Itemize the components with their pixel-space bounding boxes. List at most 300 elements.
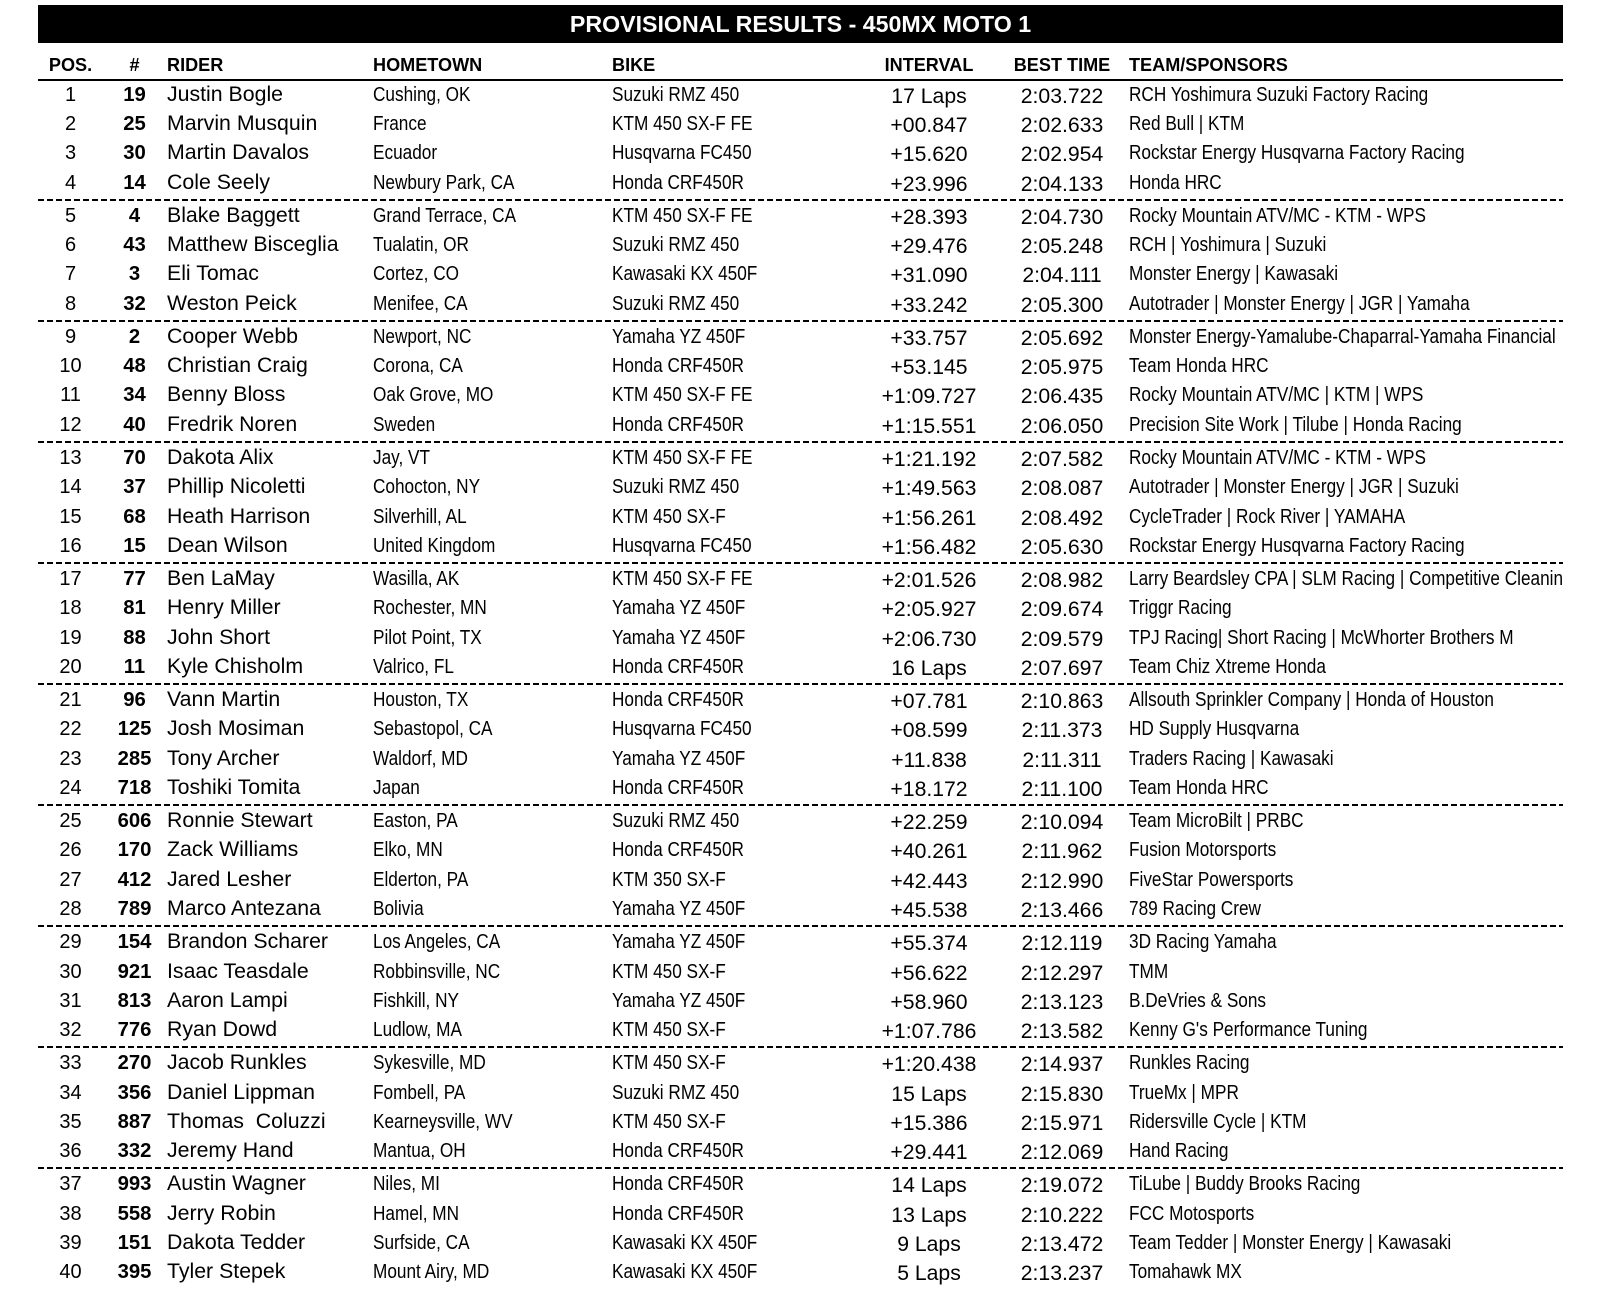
hometown-cell-text: Newport, NC xyxy=(373,326,472,349)
bike-number-cell: 2 xyxy=(128,326,141,349)
bike-number-cell: 558 xyxy=(117,1202,152,1225)
interval-cell: +33.242 xyxy=(890,293,968,317)
position-cell: 17 xyxy=(59,568,82,591)
team-sponsors-cell-text: Allsouth Sprinkler Company | Honda of Houston xyxy=(1129,689,1494,712)
bike-model-cell xyxy=(612,565,862,594)
team-sponsors-cell-text: RCH Yoshimura Suzuki Factory Racing xyxy=(1129,84,1429,106)
hometown-cell xyxy=(373,715,609,744)
hometown-cell-text: Sweden xyxy=(373,413,436,436)
team-sponsors-cell xyxy=(1129,895,1563,924)
position-cell: 18 xyxy=(59,597,82,620)
hometown-cell-text: Easton, PA xyxy=(373,810,458,833)
table-row xyxy=(38,715,1563,744)
team-sponsors-cell xyxy=(1129,565,1563,594)
interval-cell: +08.599 xyxy=(890,719,968,743)
hometown-cell xyxy=(373,532,609,561)
rider-name-cell: Matthew Bisceglia xyxy=(167,232,339,257)
bike-model-cell-text: Kawasaki KX 450F xyxy=(612,263,758,286)
table-row xyxy=(38,260,1563,289)
team-sponsors-cell xyxy=(1129,958,1563,987)
hometown-cell-text: Silverhill, AL xyxy=(373,505,467,528)
bike-number-cell: 48 xyxy=(123,355,146,378)
position-cell: 39 xyxy=(59,1231,82,1254)
bike-model-cell-text: KTM 450 SX-F FE xyxy=(612,113,753,136)
bike-number-cell: 789 xyxy=(117,897,152,920)
best-time-cell: 2:04.111 xyxy=(1022,264,1102,288)
hometown-cell xyxy=(373,774,609,803)
position-cell: 25 xyxy=(59,810,82,833)
team-sponsors-cell-text: Fusion Motorsports xyxy=(1129,839,1277,862)
rider-name-cell: Tyler Stepek xyxy=(167,1258,286,1283)
best-time-cell: 2:05.975 xyxy=(1020,356,1104,380)
bike-model-cell-text: Suzuki RMZ 450 xyxy=(612,810,740,833)
table-row xyxy=(38,686,1563,715)
hometown-cell xyxy=(373,290,609,319)
bike-number-cell: 285 xyxy=(117,747,152,770)
interval-cell: +33.757 xyxy=(890,327,968,351)
bike-model-cell xyxy=(612,169,862,198)
position-cell: 3 xyxy=(64,142,77,165)
bike-model-cell-text: Kawasaki KX 450F xyxy=(612,1260,758,1283)
hometown-cell xyxy=(373,411,609,440)
position-cell: 30 xyxy=(59,960,82,983)
bike-number-cell: 19 xyxy=(123,84,146,106)
bike-number-cell: 606 xyxy=(117,810,152,833)
hometown-cell xyxy=(373,928,609,957)
bike-model-cell xyxy=(612,444,862,473)
rider-name-cell: Benny Bloss xyxy=(167,382,286,407)
hometown-cell xyxy=(373,1170,609,1199)
rider-name-cell: Isaac Teasdale xyxy=(167,958,309,983)
hometown-cell xyxy=(373,594,609,623)
bike-model-cell xyxy=(612,928,862,957)
team-sponsors-cell-text: HD Supply Husqvarna xyxy=(1129,718,1300,741)
position-cell: 29 xyxy=(59,931,82,954)
rider-name-cell: Cooper Webb xyxy=(167,324,299,349)
interval-cell: +2:05.927 xyxy=(881,598,977,622)
hometown-cell-text: Surfside, CA xyxy=(373,1231,470,1254)
table-row xyxy=(38,1016,1563,1045)
hometown-cell xyxy=(373,895,609,924)
bike-number-cell: 81 xyxy=(123,597,146,620)
bike-number-cell: 30 xyxy=(123,142,146,165)
best-time-cell: 2:02.633 xyxy=(1020,114,1104,138)
table-row xyxy=(38,231,1563,260)
bike-model-cell xyxy=(612,202,862,231)
bike-number-cell: 412 xyxy=(117,868,152,891)
interval-cell: +1:56.482 xyxy=(881,535,977,559)
bike-model-cell xyxy=(612,139,862,168)
bike-model-cell-text: Kawasaki KX 450F xyxy=(612,1231,758,1254)
bike-model-cell-text: Honda CRF450R xyxy=(612,171,744,194)
interval-cell: +1:21.192 xyxy=(881,448,977,472)
hometown-cell-text: Wasilla, AK xyxy=(373,568,460,591)
team-sponsors-cell-text: Hand Racing xyxy=(1129,1139,1229,1162)
table-row xyxy=(38,352,1563,381)
bike-model-cell-text: KTM 450 SX-F FE xyxy=(612,384,753,407)
interval-cell: +23.996 xyxy=(890,172,968,196)
hometown-cell xyxy=(373,139,609,168)
interval-cell: +40.261 xyxy=(890,840,968,864)
team-sponsors-cell xyxy=(1129,411,1563,440)
team-sponsors-cell-text: Autotrader | Monster Energy | JGR | Suzuki xyxy=(1129,476,1459,499)
bike-number-cell: 32 xyxy=(123,292,146,315)
interval-cell: +42.443 xyxy=(890,869,968,893)
best-time-cell: 2:15.971 xyxy=(1020,1111,1104,1135)
hometown-cell xyxy=(373,352,609,381)
table-row xyxy=(38,987,1563,1016)
rider-name-cell: Phillip Nicoletti xyxy=(167,474,306,499)
position-cell: 34 xyxy=(59,1081,82,1104)
bike-number-cell: 356 xyxy=(117,1081,152,1104)
bike-number-cell: 718 xyxy=(117,776,152,799)
table-row xyxy=(38,81,1563,110)
column-header-interval: INTERVAL xyxy=(884,55,974,75)
best-time-cell: 2:06.050 xyxy=(1020,414,1104,438)
rider-name-cell: Fredrik Noren xyxy=(167,411,298,436)
interval-cell: +1:07.786 xyxy=(881,1019,977,1043)
bike-model-cell-text: KTM 450 SX-F xyxy=(612,1018,726,1041)
hometown-cell-text: Corona, CA xyxy=(373,355,463,378)
team-sponsors-cell-text: Team Honda HRC xyxy=(1129,355,1269,378)
hometown-cell-text: Elderton, PA xyxy=(373,868,469,891)
rider-name-cell: Martin Davalos xyxy=(167,140,310,165)
position-cell: 6 xyxy=(64,234,77,257)
team-sponsors-cell-text: Honda HRC xyxy=(1129,171,1222,194)
rider-name-cell: Dean Wilson xyxy=(167,532,288,557)
bike-model-cell xyxy=(612,1200,862,1229)
best-time-cell: 2:08.492 xyxy=(1020,506,1104,530)
team-sponsors-cell-text: Kenny G's Performance Tuning xyxy=(1129,1018,1368,1041)
bike-number-cell: 332 xyxy=(117,1139,152,1162)
position-cell: 24 xyxy=(59,776,82,799)
column-header-pos: POS. xyxy=(48,55,93,75)
column-header-hometown: HOMETOWN xyxy=(373,55,483,75)
team-sponsors-cell xyxy=(1129,231,1563,260)
bike-model-cell xyxy=(612,1016,862,1045)
hometown-cell-text: Cohocton, NY xyxy=(373,476,481,499)
position-cell: 33 xyxy=(59,1052,82,1075)
hometown-cell-text: Houston, TX xyxy=(373,689,469,712)
team-sponsors-cell-text: Team MicroBilt | PRBC xyxy=(1129,810,1304,833)
bike-model-cell-text: KTM 450 SX-F FE xyxy=(612,447,753,470)
position-cell: 13 xyxy=(59,447,82,470)
rider-name-cell: Henry Miller xyxy=(167,595,281,620)
bike-model-cell-text: Yamaha YZ 450F xyxy=(612,747,746,770)
rider-name-cell: Vann Martin xyxy=(167,687,281,712)
team-sponsors-cell xyxy=(1129,1079,1563,1108)
team-sponsors-cell xyxy=(1129,532,1563,561)
hometown-cell-text: Newbury Park, CA xyxy=(373,171,515,194)
hometown-cell xyxy=(373,1200,609,1229)
bike-model-cell-text: Honda CRF450R xyxy=(612,355,744,378)
interval-cell: +22.259 xyxy=(890,811,968,835)
bike-model-cell xyxy=(612,323,862,352)
bike-model-cell xyxy=(612,1229,862,1258)
hometown-cell xyxy=(373,1016,609,1045)
rider-name-cell: Jared Lesher xyxy=(167,866,292,891)
table-row xyxy=(38,381,1563,410)
interval-cell: 5 Laps xyxy=(897,1261,961,1285)
rider-name-cell: Toshiki Tomita xyxy=(167,774,301,799)
team-sponsors-cell xyxy=(1129,715,1563,744)
best-time-cell: 2:13.123 xyxy=(1020,990,1104,1014)
best-time-cell: 2:05.248 xyxy=(1020,235,1104,259)
team-sponsors-cell xyxy=(1129,473,1563,502)
team-sponsors-cell xyxy=(1129,745,1563,774)
hometown-cell-text: Robbinsville, NC xyxy=(373,960,501,983)
interval-cell: +1:20.438 xyxy=(881,1053,977,1077)
hometown-cell-text: Valrico, FL xyxy=(373,655,454,678)
bike-number-cell: 3 xyxy=(128,263,141,286)
bike-model-cell-text: Honda CRF450R xyxy=(612,413,744,436)
team-sponsors-cell-text: Team Chiz Xtreme Honda xyxy=(1129,655,1326,678)
best-time-cell: 2:15.830 xyxy=(1020,1082,1104,1106)
interval-cell: 9 Laps xyxy=(897,1232,961,1256)
position-cell: 4 xyxy=(64,171,77,194)
column-header-team: TEAM/SPONSORS xyxy=(1129,55,1288,75)
hometown-cell xyxy=(373,202,609,231)
bike-number-cell: 154 xyxy=(117,931,152,954)
bike-model-cell xyxy=(612,745,862,774)
best-time-cell: 2:05.300 xyxy=(1020,293,1104,317)
bike-model-cell xyxy=(612,594,862,623)
hometown-cell-text: Hamel, MN xyxy=(373,1202,460,1225)
hometown-cell xyxy=(373,323,609,352)
position-cell: 19 xyxy=(59,626,82,649)
best-time-cell: 2:12.069 xyxy=(1020,1140,1104,1164)
hometown-cell-text: Menifee, CA xyxy=(373,292,468,315)
team-sponsors-cell xyxy=(1129,774,1563,803)
column-header-bike: BIKE xyxy=(612,55,656,75)
table-row xyxy=(38,928,1563,957)
team-sponsors-cell-text: TrueMx | MPR xyxy=(1129,1081,1239,1104)
interval-cell: +56.622 xyxy=(890,961,968,985)
position-cell: 10 xyxy=(59,355,82,378)
bike-number-cell: 776 xyxy=(117,1018,152,1041)
team-sponsors-cell-text: Tomahawk MX xyxy=(1129,1260,1242,1283)
hometown-cell-text: Los Angeles, CA xyxy=(373,931,501,954)
bike-model-cell-text: KTM 450 SX-F xyxy=(612,1052,726,1075)
hometown-cell-text: Ecuador xyxy=(373,142,438,165)
position-cell: 40 xyxy=(59,1260,82,1283)
hometown-cell xyxy=(373,169,609,198)
results-sheet xyxy=(38,5,1563,1287)
rider-name-cell: Jeremy Hand xyxy=(167,1137,294,1162)
bike-model-cell xyxy=(612,260,862,289)
best-time-cell: 2:08.982 xyxy=(1020,569,1104,593)
interval-cell: +45.538 xyxy=(890,898,968,922)
bike-model-cell-text: Suzuki RMZ 450 xyxy=(612,84,740,106)
table-row xyxy=(38,594,1563,623)
hometown-cell-text: Ludlow, MA xyxy=(373,1018,462,1041)
table-row xyxy=(38,444,1563,473)
table-row xyxy=(38,565,1563,594)
bike-number-cell: 14 xyxy=(123,171,146,194)
rider-name-cell: Blake Baggett xyxy=(167,203,300,228)
table-row xyxy=(38,1200,1563,1229)
hometown-cell-text: Sykesville, MD xyxy=(373,1052,486,1075)
hometown-cell xyxy=(373,686,609,715)
interval-cell: +1:56.261 xyxy=(881,506,977,530)
column-header-best-time: BEST TIME xyxy=(1013,55,1111,75)
best-time-cell: 2:13.472 xyxy=(1020,1232,1104,1256)
team-sponsors-cell xyxy=(1129,866,1563,895)
position-cell: 36 xyxy=(59,1139,82,1162)
team-sponsors-cell xyxy=(1129,807,1563,836)
best-time-cell: 2:06.435 xyxy=(1020,385,1104,409)
bike-model-cell-text: Husqvarna FC450 xyxy=(612,718,752,741)
table-row xyxy=(38,139,1563,168)
table-row xyxy=(38,169,1563,198)
team-sponsors-cell-text: RCH | Yoshimura | Suzuki xyxy=(1129,234,1327,257)
hometown-cell xyxy=(373,110,609,139)
bike-number-cell: 4 xyxy=(128,205,141,228)
table-row xyxy=(38,807,1563,836)
bike-model-cell-text: Yamaha YZ 450F xyxy=(612,897,746,920)
rider-name-cell: Zack Williams xyxy=(167,837,299,862)
best-time-cell: 2:07.697 xyxy=(1020,656,1104,680)
team-sponsors-cell xyxy=(1129,323,1563,352)
hometown-cell-text: United Kingdom xyxy=(373,534,496,557)
team-sponsors-cell xyxy=(1129,653,1563,682)
position-cell: 15 xyxy=(59,505,82,528)
team-sponsors-cell-text: Monster Energy | Kawasaki xyxy=(1129,263,1339,286)
bike-model-cell xyxy=(612,774,862,803)
best-time-cell: 2:11.100 xyxy=(1021,777,1103,801)
rider-name-cell: Cole Seely xyxy=(167,169,270,194)
team-sponsors-cell-text: 789 Racing Crew xyxy=(1129,897,1261,920)
team-sponsors-cell xyxy=(1129,139,1563,168)
hometown-cell xyxy=(373,836,609,865)
best-time-cell: 2:13.237 xyxy=(1020,1261,1104,1285)
hometown-cell-text: Niles, MI xyxy=(373,1173,440,1196)
bike-model-cell-text: Yamaha YZ 450F xyxy=(612,931,746,954)
bike-model-cell-text: Husqvarna FC450 xyxy=(612,142,752,165)
position-cell: 9 xyxy=(64,326,77,349)
team-sponsors-cell-text: Red Bull | KTM xyxy=(1129,113,1245,136)
table-row xyxy=(38,290,1563,319)
team-sponsors-cell xyxy=(1129,1258,1563,1287)
position-cell: 1 xyxy=(64,84,77,106)
hometown-cell-text: Cortez, CO xyxy=(373,263,460,286)
hometown-cell xyxy=(373,958,609,987)
team-sponsors-cell-text: Larry Beardsley CPA | SLM Racing | Competitive Cleanin xyxy=(1129,568,1563,591)
bike-number-cell: 887 xyxy=(117,1110,152,1133)
rider-name-cell: Heath Harrison xyxy=(167,503,311,528)
table-row xyxy=(38,1258,1563,1287)
best-time-cell: 2:10.222 xyxy=(1020,1203,1104,1227)
rider-name-cell: Ben LaMay xyxy=(167,566,275,591)
bike-model-cell-text: Husqvarna FC450 xyxy=(612,534,752,557)
bike-model-cell-text: Suzuki RMZ 450 xyxy=(612,292,740,315)
team-sponsors-cell xyxy=(1129,1200,1563,1229)
best-time-cell: 2:12.990 xyxy=(1020,869,1104,893)
bike-number-cell: 34 xyxy=(123,384,146,407)
bike-model-cell-text: KTM 450 SX-F xyxy=(612,1110,726,1133)
best-time-cell: 2:12.119 xyxy=(1021,932,1103,956)
position-cell: 2 xyxy=(64,113,77,136)
hometown-cell xyxy=(373,231,609,260)
interval-cell: +55.374 xyxy=(890,932,968,956)
team-sponsors-cell xyxy=(1129,260,1563,289)
rider-name-cell: Aaron Lampi xyxy=(167,987,288,1012)
team-sponsors-cell xyxy=(1129,1016,1563,1045)
column-header-rider: RIDER xyxy=(167,55,224,75)
bike-model-cell xyxy=(612,836,862,865)
team-sponsors-cell-text: Rockstar Energy Husqvarna Factory Racing xyxy=(1129,534,1465,557)
hometown-cell-text: Fishkill, NY xyxy=(373,989,460,1012)
team-sponsors-cell-text: TiLube | Buddy Brooks Racing xyxy=(1129,1173,1361,1196)
bike-number-cell: 43 xyxy=(123,234,146,257)
position-cell: 38 xyxy=(59,1202,82,1225)
best-time-cell: 2:05.630 xyxy=(1020,535,1104,559)
hometown-cell-text: Japan xyxy=(373,776,420,799)
hometown-cell-text: Pilot Point, TX xyxy=(373,626,482,649)
team-sponsors-cell xyxy=(1129,110,1563,139)
bike-model-cell-text: KTM 450 SX-F xyxy=(612,505,726,528)
bike-number-cell: 125 xyxy=(117,718,152,741)
rider-name-cell: Jacob Runkles xyxy=(167,1050,307,1075)
team-sponsors-cell-text: Rockstar Energy Husqvarna Factory Racing xyxy=(1129,142,1465,165)
rider-name-cell: Dakota Tedder xyxy=(167,1229,306,1254)
best-time-cell: 2:09.579 xyxy=(1020,627,1104,651)
hometown-cell-text: Grand Terrace, CA xyxy=(373,205,517,228)
team-sponsors-cell xyxy=(1129,503,1563,532)
best-time-cell: 2:11.311 xyxy=(1022,748,1102,772)
hometown-cell xyxy=(373,807,609,836)
rider-name-cell: Justin Bogle xyxy=(167,82,284,106)
bike-model-cell-text: Honda CRF450R xyxy=(612,1202,744,1225)
rider-name-cell: Tony Archer xyxy=(167,745,280,770)
bike-model-cell xyxy=(612,987,862,1016)
rider-name-cell: Daniel Lippman xyxy=(167,1079,315,1104)
team-sponsors-cell-text: 3D Racing Yamaha xyxy=(1129,931,1277,954)
bike-number-cell: 40 xyxy=(123,413,146,436)
best-time-cell: 2:02.954 xyxy=(1020,143,1104,167)
bike-model-cell xyxy=(612,381,862,410)
bike-number-cell: 813 xyxy=(117,989,152,1012)
team-sponsors-cell-text: Rocky Mountain ATV/MC - KTM - WPS xyxy=(1129,205,1426,228)
table-row xyxy=(38,110,1563,139)
interval-cell: +28.393 xyxy=(890,206,968,230)
hometown-cell xyxy=(373,653,609,682)
table-row xyxy=(38,1079,1563,1108)
bike-number-cell: 88 xyxy=(123,626,146,649)
bike-model-cell-text: Yamaha YZ 450F xyxy=(612,989,746,1012)
interval-cell: +1:09.727 xyxy=(881,385,977,409)
interval-cell: +07.781 xyxy=(890,690,968,714)
hometown-cell-text: Tualatin, OR xyxy=(373,234,469,257)
bike-number-cell: 70 xyxy=(123,447,146,470)
bike-number-cell: 395 xyxy=(117,1260,152,1283)
bike-model-cell xyxy=(612,895,862,924)
hometown-cell xyxy=(373,1049,609,1078)
interval-cell: +15.386 xyxy=(890,1111,968,1135)
bike-model-cell-text: Yamaha YZ 450F xyxy=(612,597,746,620)
bike-model-cell xyxy=(612,532,862,561)
best-time-cell: 2:03.722 xyxy=(1020,85,1104,108)
position-cell: 23 xyxy=(59,747,82,770)
best-time-cell: 2:04.133 xyxy=(1020,172,1104,196)
interval-cell: +29.441 xyxy=(890,1140,968,1164)
bike-model-cell xyxy=(612,81,862,110)
rider-name-cell: Marvin Musquin xyxy=(167,111,318,136)
bike-model-cell-text: Honda CRF450R xyxy=(612,776,744,799)
bike-model-cell xyxy=(612,231,862,260)
bike-model-cell xyxy=(612,686,862,715)
bike-model-cell xyxy=(612,503,862,532)
